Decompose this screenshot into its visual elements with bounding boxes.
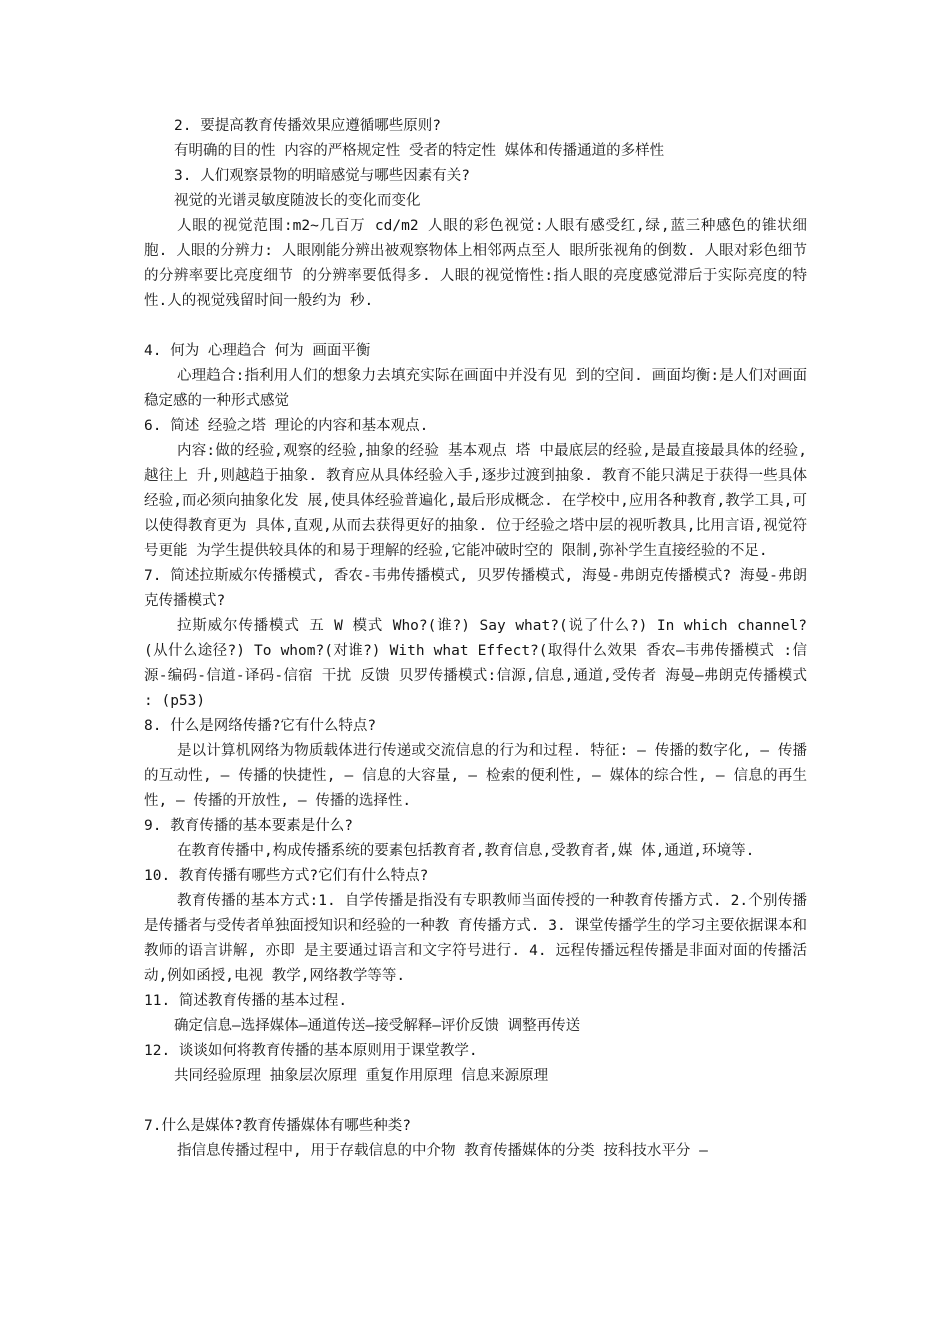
answer-paragraph: 内容:做的经验,观察的经验,抽象的经验 基本观点 塔 中最底层的经验,是最直接最具体的经验,越往上 升,则越趋于抽象. 教育应从具体经验入手,逐步过渡到抽象. 教育不能只满足于获得一些具体经验,而必须向抽象化发 展,使具体经验普遍化,最后形成概念. 在学校中,应用各种教育,教学工具,可以使得教育更为 具体,直观,从而去获得更好的抽象. 位于经验之塔中层的视听教具,比用言语,视觉符号更能 为学生提供较具体的和易于理解的经验,它能冲破时空的 限制,弥补学生直接经验的不足.	[144, 443, 807, 559]
question-line: 2. 要提高教育传播效果应遵循哪些原则?	[174, 118, 441, 134]
answer-paragraph: 是以计算机网络为物质载体进行传递或交流信息的行为和过程. 特征: – 传播的数字化, – 传播的互动性, – 传播的快捷性, – 信息的大容量, – 检索的便利性, – 媒体的综合性, – 信息的再生性, – 传播的开放性, – 传播的选择性.	[144, 743, 807, 809]
question-line: 4. 何为 心理趋合 何为 画面平衡	[144, 343, 371, 359]
answer-line: 视觉的光谱灵敏度随波长的变化而变化	[174, 193, 421, 209]
blank-line	[144, 314, 807, 339]
answer-paragraph: 人眼的视觉范围:m2~几百万 cd/m2 人眼的彩色视觉:人眼有感受红,绿,蓝三种感色的锥状细 胞. 人眼的分辨力: 人眼刚能分辨出被观察物体上相邻两点至人 眼所张视角的倒数. 人眼对彩色细节的分辨率要比亮度细节 的分辨率要低得多. 人眼的视觉惰性:指人眼的亮度感觉滞后于实际亮度的特 性.人的视觉残留时间一般约为 秒.	[144, 218, 807, 309]
question-line: 7.什么是媒体?教育传播媒体有哪些种类?	[144, 1118, 411, 1134]
question-line: 3. 人们观察景物的明暗感觉与哪些因素有关?	[174, 168, 470, 184]
answer-line: 有明确的目的性 内容的严格规定性 受者的特定性 媒体和传播通道的多样性	[174, 143, 665, 159]
document-body	[144, 114, 807, 1164]
question-line: 9. 教育传播的基本要素是什么?	[144, 818, 353, 834]
question-line: 7. 简述拉斯威尔传播模式, 香农-韦弗传播模式, 贝罗传播模式, 海曼-弗朗克传播模式? 海曼-弗朗克传播模式?	[144, 568, 807, 609]
answer-paragraph: 拉斯威尔传播模式 五 W 模式 Who?(谁?) Say what?(说了什么?) In which channel?(从什么途径?) To whom?(对谁?) With what Effect?(取得什么效果 香农—韦弗传播模式 :信源-编码-信道-译码-信宿 干扰 反馈 贝罗传播模式:信源,信息,通道,受传者 海曼—弗朗克传播模式 : (p53)	[144, 618, 807, 709]
blank-line	[144, 1089, 807, 1114]
answer-paragraph: 在教育传播中,构成传播系统的要素包括教育者,教育信息,受教育者,媒 体,通道,环境等.	[177, 843, 755, 859]
answer-line: 确定信息—选择媒体—通道传送—接受解释—评价反馈 调整再传送	[174, 1018, 581, 1034]
question-line: 10. 教育传播有哪些方式?它们有什么特点?	[144, 868, 429, 884]
answer-paragraph: 指信息传播过程中, 用于存载信息的中介物 教育传播媒体的分类 按科技水平分 –	[177, 1143, 708, 1159]
question-line: 11. 简述教育传播的基本过程.	[144, 993, 348, 1009]
question-line: 12. 谈谈如何将教育传播的基本原则用于课堂教学.	[144, 1043, 478, 1059]
answer-line: 共同经验原理 抽象层次原理 重复作用原理 信息来源原理	[174, 1068, 549, 1084]
answer-paragraph: 心理趋合:指利用人们的想象力去填充实际在画面中并没有见 到的空间. 画面均衡:是人们对画面稳定感的一种形式感觉	[144, 368, 807, 409]
question-line: 8. 什么是网络传播?它有什么特点?	[144, 718, 377, 734]
question-line: 6. 简述 经验之塔 理论的内容和基本观点.	[144, 418, 429, 434]
answer-paragraph: 教育传播的基本方式:1. 自学传播是指没有专职教师当面传授的一种教育传播方式. 2.个别传播是传播者与受传者单独面授知识和经验的一种教 育传播方式. 3. 课堂传播学生的学习主要依据课本和教师的语言讲解, 亦即 是主要通过语言和文字符号进行. 4. 远程传播远程传播是非面对面的传播活动,例如函授,电视 教学,网络教学等等.	[144, 893, 807, 984]
